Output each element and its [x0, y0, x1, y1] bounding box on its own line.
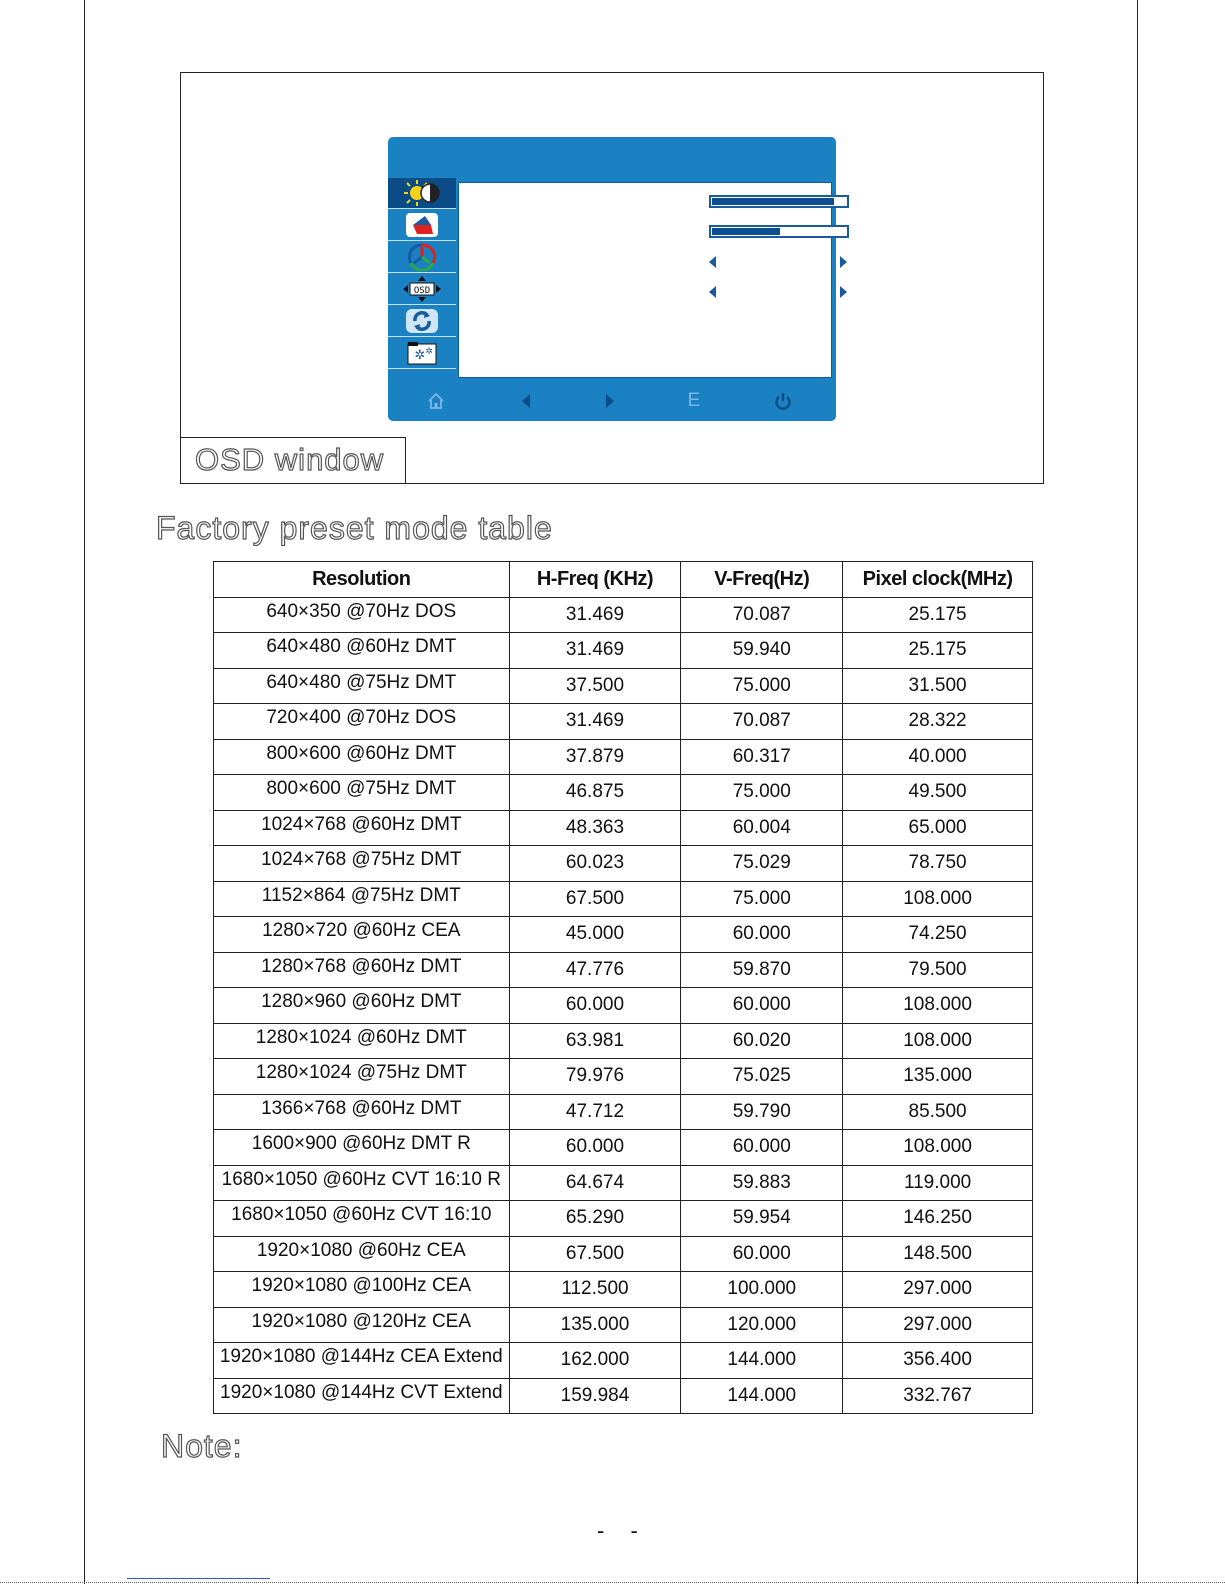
cell-h-freq: 31.469	[565, 603, 625, 625]
table-row	[214, 739, 1033, 775]
cell-v-freq: 60.004	[732, 816, 791, 838]
cell-h-freq: 67.500	[565, 1242, 625, 1264]
right-icon[interactable]	[600, 391, 620, 411]
note-label: Note:	[161, 1428, 243, 1464]
cell-resolution: 640×480 @60Hz DMT	[266, 636, 457, 658]
cell-pixel-clock: 65.000	[908, 816, 967, 838]
cell-v-freq: 75.025	[732, 1065, 791, 1087]
cell-resolution: 1024×768 @60Hz DMT	[261, 813, 462, 835]
page-number: - -	[597, 1518, 648, 1543]
cell-v-freq: 60.000	[732, 1242, 791, 1264]
table-row	[214, 775, 1033, 811]
cell-resolution: 1366×768 @60Hz DMT	[261, 1097, 462, 1119]
cell-h-freq: 37.500	[565, 674, 625, 696]
cell-h-freq: 135.000	[560, 1313, 630, 1335]
cell-resolution: 720×400 @70Hz DOS	[266, 707, 457, 729]
osd-content-panel	[458, 182, 832, 378]
table-row	[214, 846, 1033, 882]
cell-h-freq: 64.674	[565, 1171, 625, 1193]
cell-resolution: 800×600 @75Hz DMT	[266, 778, 457, 800]
header-v-freq: V-Freq(Hz)	[681, 562, 843, 598]
contrast-slider[interactable]	[709, 225, 849, 238]
table-row	[214, 1165, 1033, 1201]
footer-link-underline	[127, 1578, 270, 1579]
cell-v-freq: 70.087	[732, 603, 791, 625]
cell-resolution: 1920×1080 @100Hz CEA	[251, 1275, 472, 1297]
cell-pixel-clock: 297.000	[903, 1278, 972, 1300]
cell-pixel-clock: 108.000	[903, 1029, 972, 1051]
table-row	[214, 881, 1033, 917]
cell-h-freq: 159.984	[560, 1384, 630, 1406]
option-right-arrow-icon[interactable]	[840, 256, 847, 268]
table-row	[214, 1201, 1033, 1237]
cell-resolution: 1152×864 @75Hz DMT	[261, 884, 461, 906]
cell-v-freq: 70.087	[732, 710, 791, 732]
cell-v-freq: 59.954	[732, 1207, 791, 1229]
cell-v-freq: 75.000	[732, 781, 791, 803]
option-left-arrow-icon[interactable]	[709, 286, 716, 298]
cell-v-freq: 59.883	[732, 1171, 791, 1193]
cell-pixel-clock: 74.250	[908, 923, 967, 945]
cell-resolution: 1280×720 @60Hz CEA	[262, 920, 461, 942]
cell-pixel-clock: 108.000	[903, 887, 972, 909]
cell-v-freq: 75.000	[732, 674, 791, 696]
cell-resolution: 1024×768 @75Hz DMT	[261, 849, 462, 871]
image-icon[interactable]	[388, 210, 456, 241]
cell-pixel-clock: 297.000	[903, 1313, 972, 1335]
table-body	[214, 597, 1033, 1414]
table-row	[214, 668, 1033, 704]
cell-pixel-clock: 146.250	[903, 1207, 972, 1229]
reset-icon[interactable]	[388, 306, 456, 337]
cell-v-freq: 60.000	[732, 1136, 791, 1158]
cell-h-freq: 47.776	[565, 958, 625, 980]
cell-h-freq: 60.000	[565, 994, 625, 1016]
header-resolution: Resolution	[214, 562, 510, 598]
enter-button[interactable]: E	[687, 390, 701, 411]
brightness-contrast-icon[interactable]	[388, 178, 456, 209]
table-row	[214, 1343, 1033, 1379]
svg-text:✲: ✲	[414, 348, 426, 363]
table-row	[214, 952, 1033, 988]
cell-resolution: 1920×1080 @120Hz CEA	[251, 1310, 472, 1332]
cell-resolution: 1600×900 @60Hz DMT R	[251, 1133, 471, 1155]
cell-v-freq: 120.000	[727, 1313, 797, 1335]
cell-resolution: 1280×768 @60Hz DMT	[261, 955, 462, 977]
table-row	[214, 1059, 1033, 1095]
cell-pixel-clock: 79.500	[908, 958, 967, 980]
cell-v-freq: 59.940	[732, 639, 791, 661]
cell-pixel-clock: 135.000	[903, 1065, 972, 1087]
table-row	[214, 1307, 1033, 1343]
osd-icon-text: OSD	[413, 286, 431, 296]
cell-pixel-clock: 40.000	[908, 745, 967, 767]
table-row	[214, 704, 1033, 740]
color-icon[interactable]	[388, 242, 456, 273]
cell-h-freq: 31.469	[565, 639, 625, 661]
cell-h-freq: 48.363	[565, 816, 625, 838]
contrast-slider-fill	[712, 228, 780, 235]
cell-pixel-clock: 148.500	[903, 1242, 972, 1264]
cell-resolution: 1280×1024 @60Hz DMT	[255, 1026, 467, 1048]
osd-caption: OSD window	[195, 442, 385, 477]
cell-v-freq: 59.870	[732, 958, 791, 980]
page-bottom-edge	[0, 1582, 1225, 1583]
table-row	[214, 1236, 1033, 1272]
table-row	[214, 917, 1033, 953]
cell-resolution: 1280×960 @60Hz DMT	[261, 991, 462, 1013]
header-pixel-clock: Pixel clock(MHz)	[843, 562, 1033, 598]
osd-window	[388, 137, 836, 421]
cell-pixel-clock: 119.000	[903, 1171, 972, 1193]
table-row	[214, 988, 1033, 1024]
cell-pixel-clock: 25.175	[908, 603, 967, 625]
cell-pixel-clock: 31.500	[908, 674, 967, 696]
header-h-freq: H-Freq (KHz)	[509, 562, 681, 598]
cell-h-freq: 112.500	[561, 1278, 629, 1300]
cell-h-freq: 47.712	[565, 1100, 625, 1122]
table-header-row	[214, 562, 1033, 598]
table-row	[214, 1094, 1033, 1130]
cell-resolution: 1680×1050 @60Hz CVT 16:10	[231, 1204, 492, 1226]
cell-h-freq: 63.981	[565, 1029, 625, 1051]
cell-h-freq: 60.000	[565, 1136, 625, 1158]
cell-resolution: 1920×1080 @144Hz CEA Extend	[219, 1346, 503, 1368]
svg-text:✲: ✲	[425, 347, 433, 357]
cell-h-freq: 162.000	[560, 1349, 630, 1371]
cell-v-freq: 100.000	[727, 1278, 797, 1300]
cell-v-freq: 60.000	[732, 923, 791, 945]
cell-v-freq: 59.790	[732, 1100, 791, 1122]
cell-h-freq: 67.500	[565, 887, 625, 909]
cell-resolution: 640×480 @75Hz DMT	[266, 671, 457, 693]
option-left-arrow-icon[interactable]	[709, 256, 716, 268]
cell-v-freq: 144.000	[727, 1384, 797, 1406]
cell-pixel-clock: 25.175	[908, 639, 967, 661]
cell-resolution: 640×350 @70Hz DOS	[266, 600, 457, 622]
cell-h-freq: 45.000	[565, 923, 625, 945]
home-icon[interactable]	[426, 391, 446, 411]
cell-resolution: 1920×1080 @144Hz CVT Extend	[220, 1381, 503, 1403]
brightness-slider-fill	[712, 198, 834, 205]
cell-h-freq: 37.879	[565, 745, 625, 767]
table-row	[214, 1272, 1033, 1308]
cell-h-freq: 46.875	[565, 781, 625, 803]
cell-v-freq: 60.317	[732, 745, 791, 767]
cell-resolution: 1680×1050 @60Hz CVT 16:10 R	[221, 1168, 501, 1190]
table-row	[214, 1023, 1033, 1059]
left-icon[interactable]	[516, 391, 536, 411]
cell-resolution: 800×600 @60Hz DMT	[266, 742, 457, 764]
cell-h-freq: 60.023	[565, 852, 625, 874]
cell-pixel-clock: 108.000	[903, 1136, 972, 1158]
table-row	[214, 1378, 1033, 1414]
misc-setting-icon[interactable]	[388, 338, 456, 369]
cell-v-freq: 60.000	[732, 994, 791, 1016]
cell-pixel-clock: 28.322	[908, 710, 967, 732]
power-icon[interactable]	[773, 391, 793, 411]
cell-pixel-clock: 85.500	[908, 1100, 967, 1122]
cell-h-freq: 31.469	[565, 710, 625, 732]
section-title: Factory preset mode table	[156, 510, 553, 546]
cell-pixel-clock: 332.767	[903, 1384, 972, 1406]
cell-h-freq: 79.976	[565, 1065, 625, 1087]
preset-mode-table	[213, 561, 1033, 1414]
table-row	[214, 810, 1033, 846]
cell-resolution: 1920×1080 @60Hz CEA	[256, 1239, 466, 1261]
cell-h-freq: 65.290	[565, 1207, 625, 1229]
table-row	[214, 1130, 1033, 1166]
table-row	[214, 633, 1033, 669]
brightness-slider[interactable]	[709, 195, 849, 208]
cell-v-freq: 60.020	[732, 1029, 791, 1051]
osd-caption-box	[180, 437, 406, 484]
osd-setting-icon[interactable]	[388, 274, 456, 305]
cell-v-freq: 75.000	[732, 887, 791, 909]
cell-pixel-clock: 356.400	[903, 1349, 972, 1371]
cell-pixel-clock: 108.000	[903, 994, 972, 1016]
osd-footer	[388, 380, 836, 421]
cell-pixel-clock: 49.500	[908, 781, 967, 803]
cell-v-freq: 75.029	[732, 852, 791, 874]
cell-pixel-clock: 78.750	[908, 852, 967, 874]
option-right-arrow-icon[interactable]	[840, 286, 847, 298]
table-row	[214, 597, 1033, 633]
cell-resolution: 1280×1024 @75Hz DMT	[255, 1062, 467, 1084]
cell-v-freq: 144.000	[727, 1349, 797, 1371]
